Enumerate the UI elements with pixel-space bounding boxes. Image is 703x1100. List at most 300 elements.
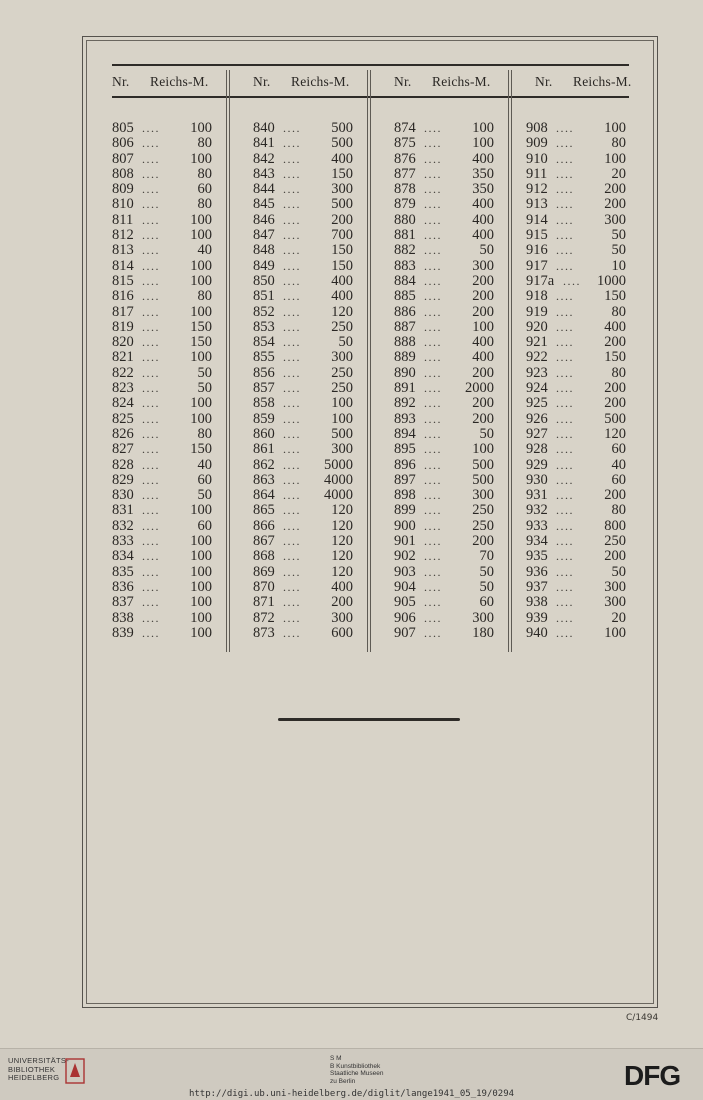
lot-number: 821 <box>112 349 134 366</box>
lot-number: 919 <box>526 303 548 320</box>
lot-row <box>253 152 353 167</box>
lot-price: 300 <box>604 211 626 228</box>
lot-row <box>253 197 353 212</box>
leader-dots: .... <box>142 273 160 288</box>
leader-dots: .... <box>142 534 160 549</box>
lot-row <box>526 503 626 518</box>
lot-price: 100 <box>190 257 212 274</box>
lot-price: 150 <box>331 242 353 259</box>
lot-row <box>112 396 212 411</box>
leader-dots: .... <box>424 319 442 334</box>
lot-number: 928 <box>526 441 548 458</box>
lot-price: 800 <box>604 517 626 534</box>
leader-dots: .... <box>424 610 442 625</box>
lot-price: 200 <box>604 334 626 351</box>
lot-row <box>112 580 212 595</box>
lot-price: 200 <box>331 594 353 611</box>
leader-dots: .... <box>424 243 442 258</box>
leader-dots: .... <box>283 182 301 197</box>
lot-price: 60 <box>479 594 494 611</box>
lot-number: 822 <box>112 364 134 381</box>
lot-row <box>394 197 494 212</box>
lot-price: 100 <box>190 211 212 228</box>
leader-dots: .... <box>424 534 442 549</box>
lot-number: 860 <box>253 425 275 442</box>
lot-row <box>526 580 626 595</box>
leader-dots: .... <box>283 304 301 319</box>
lot-row <box>394 350 494 365</box>
lot-price: 200 <box>472 395 494 412</box>
lot-price: 400 <box>472 227 494 244</box>
lot-row <box>526 259 626 274</box>
lot-row <box>253 396 353 411</box>
leader-dots: .... <box>283 426 301 441</box>
lot-row <box>112 565 212 580</box>
lot-price: 100 <box>472 135 494 152</box>
lot-row <box>253 503 353 518</box>
lot-number: 840 <box>253 120 275 136</box>
lot-price: 300 <box>331 609 353 626</box>
lot-row <box>253 121 353 136</box>
leader-dots: .... <box>556 610 574 625</box>
lot-number: 882 <box>394 242 416 259</box>
lot-price: 50 <box>479 563 494 580</box>
lot-row <box>526 519 626 534</box>
price-column-2 <box>253 121 353 641</box>
library-line: BIBLIOTHEK <box>8 1064 56 1074</box>
lot-number: 899 <box>394 502 416 519</box>
lot-price: 80 <box>611 303 626 320</box>
lot-number: 918 <box>526 288 548 305</box>
lot-price: 80 <box>611 364 626 381</box>
lot-row <box>112 167 212 182</box>
lot-price: 80 <box>197 288 212 305</box>
museum-stamp <box>330 1055 383 1085</box>
lot-row <box>112 442 212 457</box>
lot-row <box>394 167 494 182</box>
leader-dots: .... <box>142 381 160 396</box>
leader-dots: .... <box>424 350 442 365</box>
lot-number: 883 <box>394 257 416 274</box>
leader-dots: .... <box>142 166 160 181</box>
lot-price: 60 <box>611 441 626 458</box>
lot-number: 868 <box>253 548 275 565</box>
lot-price: 200 <box>331 211 353 228</box>
lot-price: 80 <box>197 196 212 213</box>
lot-price: 120 <box>604 425 626 442</box>
lot-price: 700 <box>331 227 353 244</box>
lot-row <box>394 335 494 350</box>
lot-number: 831 <box>112 502 134 519</box>
lot-price: 100 <box>190 395 212 412</box>
lot-number: 842 <box>253 150 275 167</box>
lot-price: 250 <box>472 517 494 534</box>
leader-dots: .... <box>556 289 574 304</box>
leader-dots: .... <box>142 197 160 212</box>
leader-dots: .... <box>556 595 574 610</box>
lot-row <box>253 595 353 610</box>
lot-number: 916 <box>526 242 548 259</box>
leader-dots: .... <box>556 396 574 411</box>
lot-row <box>394 534 494 549</box>
lot-number: 933 <box>526 517 548 534</box>
lot-number: 896 <box>394 456 416 473</box>
lot-number: 851 <box>253 288 275 305</box>
lot-row <box>394 595 494 610</box>
leader-dots: .... <box>556 625 574 640</box>
lot-row <box>394 366 494 381</box>
lot-price: 120 <box>331 303 353 320</box>
lot-row <box>112 473 212 488</box>
leader-dots: .... <box>424 595 442 610</box>
lot-price: 2000 <box>465 380 494 397</box>
lot-price: 50 <box>197 487 212 504</box>
lot-number: 833 <box>112 533 134 550</box>
lot-number: 830 <box>112 487 134 504</box>
lot-row <box>253 289 353 304</box>
lot-row <box>112 289 212 304</box>
leader-dots: .... <box>556 228 574 243</box>
leader-dots: .... <box>283 258 301 273</box>
lot-row <box>253 488 353 503</box>
leader-dots: .... <box>424 304 442 319</box>
lot-number: 844 <box>253 181 275 198</box>
lot-price: 300 <box>604 594 626 611</box>
lot-row <box>253 213 353 228</box>
lot-row <box>112 503 212 518</box>
lot-number: 903 <box>394 563 416 580</box>
leader-dots: .... <box>142 289 160 304</box>
leader-dots: .... <box>424 289 442 304</box>
lot-number: 870 <box>253 578 275 595</box>
end-rule <box>278 718 460 721</box>
lot-row <box>526 197 626 212</box>
lot-number: 914 <box>526 211 548 228</box>
lot-row <box>526 274 626 289</box>
leader-dots: .... <box>142 182 160 197</box>
leader-dots: .... <box>283 579 301 594</box>
lot-number: 825 <box>112 410 134 427</box>
leader-dots: .... <box>142 319 160 334</box>
lot-number: 861 <box>253 441 275 458</box>
value-header: Reichs-M. <box>150 74 209 89</box>
lot-row <box>112 381 212 396</box>
leader-dots: .... <box>142 396 160 411</box>
value-header: Reichs-M. <box>291 74 350 89</box>
lot-price: 500 <box>472 471 494 488</box>
lot-row <box>526 473 626 488</box>
lot-price: 100 <box>190 609 212 626</box>
lot-number: 878 <box>394 181 416 198</box>
lot-row <box>253 305 353 320</box>
leader-dots: .... <box>556 121 574 135</box>
lot-row <box>394 626 494 641</box>
source-url[interactable]: http://digi.ub.uni-heidelberg.de/diglit/lange1941_05_19/0294 <box>188 1089 515 1099</box>
lot-price: 250 <box>472 502 494 519</box>
lot-number: 845 <box>253 196 275 213</box>
lot-number: 863 <box>253 471 275 488</box>
leader-dots: .... <box>556 166 574 181</box>
lot-row <box>112 320 212 335</box>
leader-dots: .... <box>563 273 581 288</box>
lot-price: 20 <box>611 165 626 182</box>
lot-row <box>526 549 626 564</box>
leader-dots: .... <box>424 442 442 457</box>
lot-number: 940 <box>526 624 548 641</box>
lot-row <box>394 121 494 136</box>
leader-dots: .... <box>556 335 574 350</box>
lot-number: 897 <box>394 471 416 488</box>
lot-price: 100 <box>190 563 212 580</box>
lot-price: 100 <box>604 150 626 167</box>
leader-dots: .... <box>142 258 160 273</box>
lot-price: 400 <box>331 272 353 289</box>
leader-dots: .... <box>283 212 301 227</box>
leader-dots: .... <box>556 381 574 396</box>
lot-row <box>112 534 212 549</box>
lot-row <box>112 182 212 197</box>
lot-row <box>112 335 212 350</box>
lot-number: 812 <box>112 227 134 244</box>
leader-dots: .... <box>283 243 301 258</box>
lot-number: 935 <box>526 548 548 565</box>
leader-dots: .... <box>424 472 442 487</box>
lot-row <box>526 136 626 151</box>
lot-row <box>112 121 212 136</box>
leader-dots: .... <box>424 273 442 288</box>
lot-price: 60 <box>197 517 212 534</box>
lot-row <box>526 595 626 610</box>
leader-dots: .... <box>142 212 160 227</box>
lot-number: 908 <box>526 120 548 136</box>
lot-number: 876 <box>394 150 416 167</box>
lot-row <box>526 488 626 503</box>
lot-price: 150 <box>190 441 212 458</box>
lot-number: 937 <box>526 578 548 595</box>
lot-price: 300 <box>331 441 353 458</box>
lot-number: 925 <box>526 395 548 412</box>
lot-price: 180 <box>472 624 494 641</box>
lot-price: 500 <box>604 410 626 427</box>
leader-dots: .... <box>142 488 160 503</box>
lot-row <box>526 381 626 396</box>
lot-row <box>253 228 353 243</box>
leader-dots: .... <box>142 228 160 243</box>
lot-number: 906 <box>394 609 416 626</box>
leader-dots: .... <box>283 319 301 334</box>
lot-number: 862 <box>253 456 275 473</box>
lot-price: 200 <box>604 380 626 397</box>
lot-row <box>253 350 353 365</box>
lot-price: 100 <box>190 594 212 611</box>
lot-row <box>526 152 626 167</box>
lot-price: 100 <box>190 349 212 366</box>
lot-row <box>526 121 626 136</box>
lot-row <box>253 366 353 381</box>
lot-row <box>394 182 494 197</box>
lot-price: 500 <box>331 196 353 213</box>
lot-number: 931 <box>526 487 548 504</box>
lot-price: 50 <box>197 364 212 381</box>
lot-number: 826 <box>112 425 134 442</box>
leader-dots: .... <box>424 121 442 135</box>
lot-number: 909 <box>526 135 548 152</box>
leader-dots: .... <box>283 136 301 151</box>
lot-price: 50 <box>611 563 626 580</box>
lot-number: 866 <box>253 517 275 534</box>
lot-price: 100 <box>604 120 626 136</box>
catalog-code: C/1494 <box>626 1013 659 1023</box>
lot-number: 873 <box>253 624 275 641</box>
lot-row <box>112 152 212 167</box>
lot-number: 857 <box>253 380 275 397</box>
leader-dots: .... <box>556 304 574 319</box>
lot-number: 936 <box>526 563 548 580</box>
lot-price: 100 <box>604 624 626 641</box>
lot-row <box>394 503 494 518</box>
lot-row <box>253 442 353 457</box>
lot-number: 829 <box>112 471 134 488</box>
lot-row <box>526 442 626 457</box>
lot-number: 827 <box>112 441 134 458</box>
lot-price: 400 <box>604 318 626 335</box>
lot-number: 848 <box>253 242 275 259</box>
dfg-logo: DFG <box>624 1060 681 1091</box>
leader-dots: .... <box>283 350 301 365</box>
leader-dots: .... <box>556 319 574 334</box>
lot-price: 250 <box>331 318 353 335</box>
lot-number: 839 <box>112 624 134 641</box>
leader-dots: .... <box>556 151 574 166</box>
leader-dots: .... <box>142 625 160 640</box>
lot-price: 100 <box>190 502 212 519</box>
lot-price: 120 <box>331 563 353 580</box>
leader-dots: .... <box>283 518 301 533</box>
lot-number: 806 <box>112 135 134 152</box>
lot-price: 80 <box>197 165 212 182</box>
lot-row <box>394 427 494 442</box>
lot-number: 859 <box>253 410 275 427</box>
lot-row <box>253 243 353 258</box>
library-line: UNIVERSITÄTS- <box>8 1056 69 1065</box>
lot-price: 80 <box>197 425 212 442</box>
lot-price: 5000 <box>324 456 353 473</box>
lot-row <box>253 274 353 289</box>
lot-number: 871 <box>253 594 275 611</box>
lot-number: 852 <box>253 303 275 320</box>
leader-dots: .... <box>424 579 442 594</box>
leader-dots: .... <box>556 564 574 579</box>
lot-row <box>394 580 494 595</box>
lot-number: 877 <box>394 165 416 182</box>
leader-dots: .... <box>556 442 574 457</box>
lot-row <box>526 243 626 258</box>
lot-number: 854 <box>253 334 275 351</box>
leader-dots: .... <box>424 228 442 243</box>
lot-price: 600 <box>331 624 353 641</box>
leader-dots: .... <box>424 625 442 640</box>
lot-price: 200 <box>472 410 494 427</box>
lot-price: 80 <box>611 502 626 519</box>
nr-header: Nr. <box>253 74 271 89</box>
lot-price: 400 <box>472 349 494 366</box>
lot-price: 50 <box>479 242 494 259</box>
lot-number: 922 <box>526 349 548 366</box>
leader-dots: .... <box>556 136 574 151</box>
lot-number: 907 <box>394 624 416 641</box>
lot-row <box>394 442 494 457</box>
lot-number: 807 <box>112 150 134 167</box>
lot-number: 884 <box>394 272 416 289</box>
lot-price: 500 <box>331 425 353 442</box>
lot-number: 880 <box>394 211 416 228</box>
leader-dots: .... <box>424 381 442 396</box>
lot-row <box>253 519 353 534</box>
price-column-3 <box>394 121 494 641</box>
lot-number: 891 <box>394 380 416 397</box>
column-header <box>535 74 631 90</box>
leader-dots: .... <box>424 549 442 564</box>
lot-number: 887 <box>394 318 416 335</box>
lot-price: 150 <box>604 349 626 366</box>
lot-price: 80 <box>611 135 626 152</box>
lot-row <box>394 611 494 626</box>
lot-price: 350 <box>472 165 494 182</box>
lot-price: 200 <box>472 272 494 289</box>
column-divider <box>367 70 371 652</box>
lot-row <box>394 228 494 243</box>
lot-row <box>253 136 353 151</box>
lot-price: 1000 <box>597 272 626 289</box>
leader-dots: .... <box>142 365 160 380</box>
leader-dots: .... <box>142 243 160 258</box>
lot-price: 400 <box>331 288 353 305</box>
leader-dots: .... <box>142 579 160 594</box>
lot-row <box>112 458 212 473</box>
lot-row <box>526 427 626 442</box>
leader-dots: .... <box>424 182 442 197</box>
lot-row <box>526 458 626 473</box>
leader-dots: .... <box>556 365 574 380</box>
lot-price: 400 <box>331 150 353 167</box>
leader-dots: .... <box>283 335 301 350</box>
lot-row <box>526 305 626 320</box>
lot-price: 200 <box>604 395 626 412</box>
leader-dots: .... <box>283 396 301 411</box>
lot-row <box>526 366 626 381</box>
leader-dots: .... <box>283 166 301 181</box>
lot-number: 917a <box>526 272 555 289</box>
leader-dots: .... <box>556 212 574 227</box>
lot-price: 200 <box>472 288 494 305</box>
lot-price: 100 <box>472 120 494 136</box>
lot-price: 100 <box>190 410 212 427</box>
lot-row <box>253 611 353 626</box>
lot-number: 805 <box>112 120 134 136</box>
leader-dots: .... <box>283 549 301 564</box>
lot-price: 60 <box>197 471 212 488</box>
lot-row <box>253 381 353 396</box>
lot-row <box>394 152 494 167</box>
lot-price: 400 <box>472 334 494 351</box>
lot-number: 828 <box>112 456 134 473</box>
lot-price: 150 <box>604 288 626 305</box>
leader-dots: .... <box>424 166 442 181</box>
leader-dots: .... <box>142 595 160 610</box>
lot-price: 60 <box>197 181 212 198</box>
lot-price: 50 <box>479 578 494 595</box>
leader-dots: .... <box>142 549 160 564</box>
